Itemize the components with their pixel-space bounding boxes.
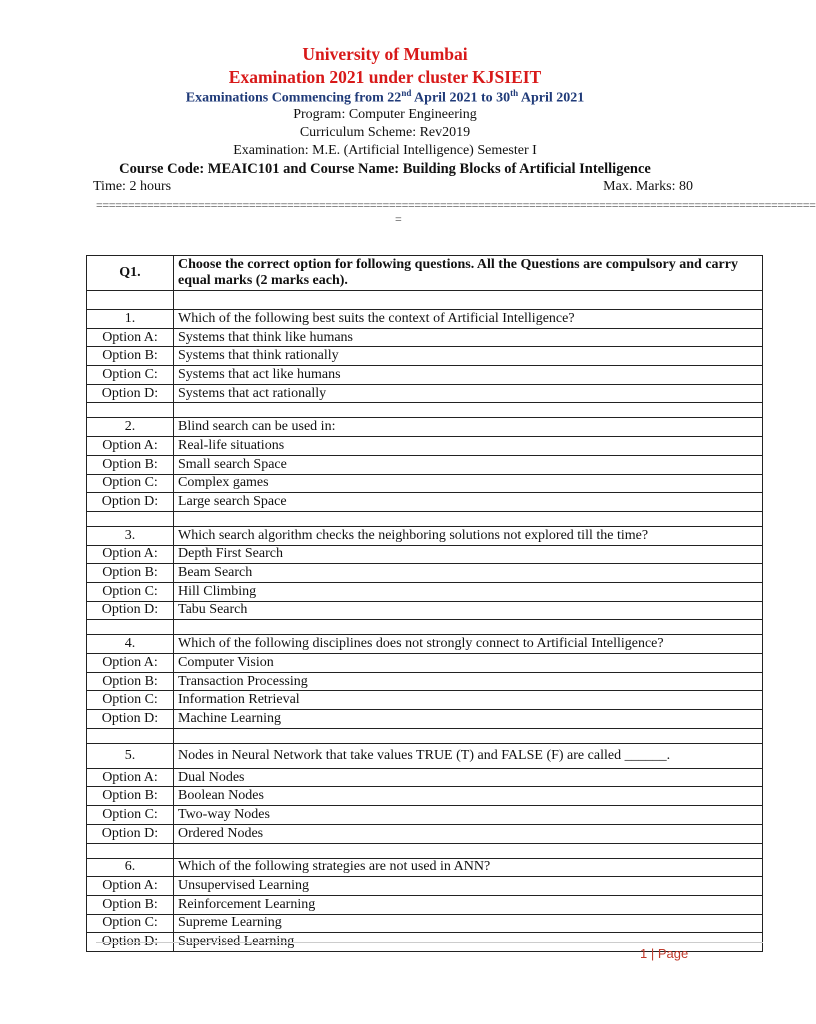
option-label: Option A: (87, 545, 174, 564)
question-number: 3. (87, 526, 174, 545)
option-label: Option D: (87, 824, 174, 843)
option-text: Two-way Nodes (174, 806, 763, 825)
option-text: Supreme Learning (174, 914, 763, 933)
option-row (87, 582, 763, 601)
option-row (87, 455, 763, 474)
option-label: Option D: (87, 933, 174, 952)
question-row (87, 310, 763, 329)
separator-tail: = (395, 212, 402, 226)
question-number: 1. (87, 310, 174, 329)
spacer-cell (174, 291, 763, 310)
spacer-cell (87, 728, 174, 743)
instruction-text: Choose the correct option for following questions. All the Questions are compulsory and carry equal marks (2 marks each). (174, 256, 763, 291)
exam-dates: Examinations Commencing from 22nd April 2021 to 30th April 2021 (185, 88, 585, 106)
option-row (87, 787, 763, 806)
option-row (87, 768, 763, 787)
option-text: Tabu Search (174, 601, 763, 620)
option-text: Systems that think like humans (174, 328, 763, 347)
option-text: Beam Search (174, 564, 763, 583)
option-row (87, 895, 763, 914)
option-row (87, 493, 763, 512)
option-label: Option A: (87, 654, 174, 673)
option-label: Option B: (87, 895, 174, 914)
option-row (87, 691, 763, 710)
option-row (87, 672, 763, 691)
option-label: Option D: (87, 384, 174, 403)
question-number: 6. (87, 858, 174, 877)
question-number: 4. (87, 635, 174, 654)
question-row (87, 418, 763, 437)
option-text: Supervised Learning (174, 933, 763, 952)
option-row (87, 914, 763, 933)
option-text: Boolean Nodes (174, 787, 763, 806)
question-row (87, 743, 763, 768)
option-row (87, 877, 763, 896)
option-text: Systems that act like humans (174, 366, 763, 385)
option-label: Option C: (87, 914, 174, 933)
option-label: Option B: (87, 672, 174, 691)
spacer-cell (174, 728, 763, 743)
spacer-cell (87, 620, 174, 635)
spacer-row (87, 843, 763, 858)
option-text: Information Retrieval (174, 691, 763, 710)
spacer-cell (174, 843, 763, 858)
question-label: Q1. (87, 256, 174, 291)
option-text: Dual Nodes (174, 768, 763, 787)
max-marks-label: Max. Marks: 80 (603, 179, 693, 194)
option-row (87, 347, 763, 366)
spacer-cell (174, 620, 763, 635)
table-header-row (87, 256, 763, 291)
question-text: Which of the following disciplines does not strongly connect to Artificial Intelligence? (174, 635, 763, 654)
option-label: Option A: (87, 877, 174, 896)
option-label: Option D: (87, 710, 174, 729)
spacer-row (87, 620, 763, 635)
option-label: Option C: (87, 582, 174, 601)
option-row (87, 824, 763, 843)
option-text: Unsupervised Learning (174, 877, 763, 896)
option-text: Transaction Processing (174, 672, 763, 691)
question-text: Which of the following best suits the context of Artificial Intelligence? (174, 310, 763, 329)
option-row (87, 437, 763, 456)
spacer-row (87, 403, 763, 418)
option-text: Ordered Nodes (174, 824, 763, 843)
spacer-row (87, 291, 763, 310)
option-text: Real-life situations (174, 437, 763, 456)
question-row (87, 858, 763, 877)
examination-line: Examination: M.E. (Artificial Intelligence) Semester I (233, 143, 537, 158)
spacer-cell (87, 291, 174, 310)
option-label: Option C: (87, 474, 174, 493)
option-row (87, 564, 763, 583)
university-title: University of Mumbai (302, 44, 468, 64)
question-text: Which search algorithm checks the neighboring solutions not explored till the time? (174, 526, 763, 545)
question-row (87, 635, 763, 654)
option-row (87, 601, 763, 620)
option-text: Depth First Search (174, 545, 763, 564)
time-label: Time: 2 hours (93, 179, 172, 194)
option-label: Option A: (87, 768, 174, 787)
option-text: Small search Space (174, 455, 763, 474)
questions-table (86, 255, 763, 952)
spacer-cell (174, 511, 763, 526)
question-text: Blind search can be used in: (174, 418, 763, 437)
option-row (87, 654, 763, 673)
option-text: Reinforcement Learning (174, 895, 763, 914)
footer-rule (96, 942, 763, 943)
option-row (87, 366, 763, 385)
option-label: Option C: (87, 366, 174, 385)
program-line: Program: Computer Engineering (293, 107, 477, 122)
question-text: Which of the following strategies are not used in ANN? (174, 858, 763, 877)
spacer-cell (87, 403, 174, 418)
option-text: Systems that act rationally (174, 384, 763, 403)
exam-title: Examination 2021 under cluster KJSIEIT (228, 67, 542, 87)
option-row (87, 384, 763, 403)
option-text: Hill Climbing (174, 582, 763, 601)
option-label: Option C: (87, 691, 174, 710)
option-label: Option A: (87, 437, 174, 456)
option-text: Large search Space (174, 493, 763, 512)
option-label: Option B: (87, 787, 174, 806)
question-number: 2. (87, 418, 174, 437)
separator-rule: ================================================================================================================= (96, 198, 816, 212)
spacer-row (87, 511, 763, 526)
question-text: Nodes in Neural Network that take values TRUE (T) and FALSE (F) are called ______. (174, 743, 763, 768)
option-text: Computer Vision (174, 654, 763, 673)
option-row (87, 328, 763, 347)
option-row (87, 710, 763, 729)
question-row (87, 526, 763, 545)
option-label: Option D: (87, 493, 174, 512)
option-row (87, 545, 763, 564)
scheme-line: Curriculum Scheme: Rev2019 (299, 125, 471, 140)
option-label: Option B: (87, 564, 174, 583)
page-number: 1 | Page (640, 946, 689, 961)
option-label: Option D: (87, 601, 174, 620)
option-label: Option B: (87, 347, 174, 366)
option-row (87, 806, 763, 825)
spacer-row (87, 728, 763, 743)
option-label: Option A: (87, 328, 174, 347)
option-label: Option B: (87, 455, 174, 474)
option-label: Option C: (87, 806, 174, 825)
course-line: Course Code: MEAIC101 and Course Name: Building Blocks of Artificial Intelligence (119, 161, 651, 177)
option-text: Machine Learning (174, 710, 763, 729)
option-text: Complex games (174, 474, 763, 493)
option-text: Systems that think rationally (174, 347, 763, 366)
spacer-cell (87, 843, 174, 858)
spacer-cell (87, 511, 174, 526)
question-number: 5. (87, 743, 174, 768)
spacer-cell (174, 403, 763, 418)
option-row (87, 474, 763, 493)
